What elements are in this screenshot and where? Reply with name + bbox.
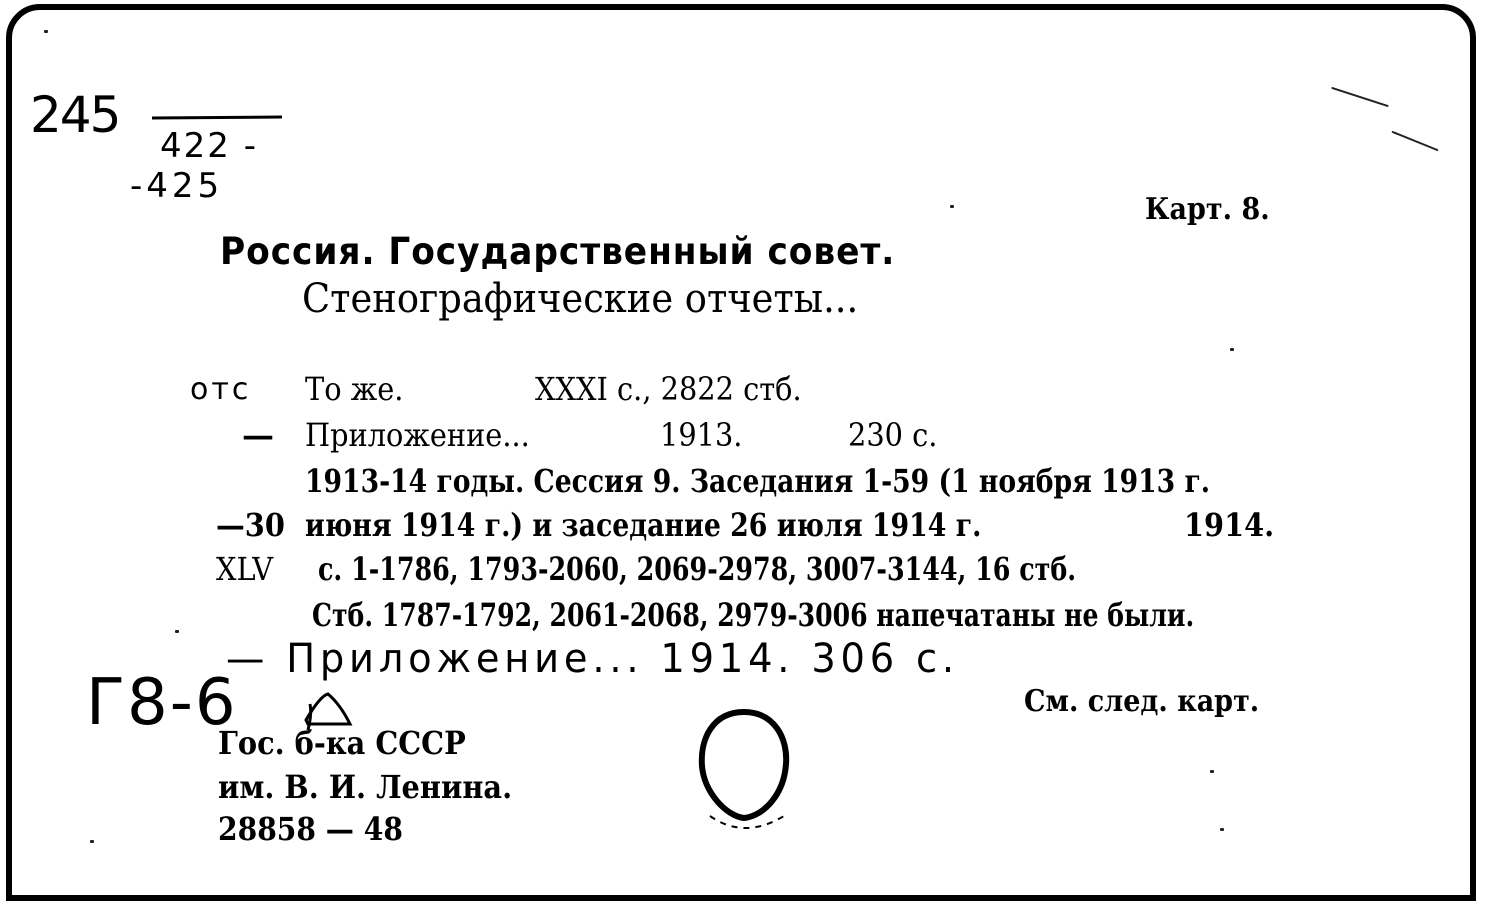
shelfmark-lower: -425 xyxy=(130,166,224,206)
date-start: —30 xyxy=(216,506,285,544)
library-dedication: им. В. И. Ленина. xyxy=(218,768,513,806)
card-number: Карт. 8. xyxy=(1145,192,1270,227)
volume-number: XLV xyxy=(216,550,274,588)
speck xyxy=(1220,828,1224,831)
speck xyxy=(950,205,954,208)
dates-line: июня 1914 г.) и заседание 26 июля 1914 г. xyxy=(305,506,982,544)
publication-year: 1914. xyxy=(1184,506,1275,544)
handwritten-code: Г8-6 xyxy=(86,666,238,740)
shelfmark-fraction-line xyxy=(152,115,287,121)
note-line: Стб. 1787-1792, 2061-2068, 2979-3006 напечатаны не были. xyxy=(312,596,1195,634)
speck xyxy=(44,30,48,33)
handwritten-note: отс xyxy=(190,372,252,407)
session-line: 1913-14 годы. Сессия 9. Заседания 1-59 (1 ноября 1913 г. xyxy=(305,462,1211,500)
appendix-label: Приложение... xyxy=(305,416,530,454)
volume-line1: XXXI с., 2822 стб. xyxy=(535,370,802,408)
shelfmark-main: 245 xyxy=(30,86,120,144)
shelfmark-upper: 422 - xyxy=(160,126,258,166)
speck xyxy=(175,630,179,633)
print-number: 28858 — 48 xyxy=(218,810,403,848)
speck xyxy=(1230,348,1234,351)
appendix-pages: 230 с. xyxy=(848,416,938,454)
library-name: Гос. б-ка СССР xyxy=(218,724,466,762)
entry-dash: — xyxy=(242,416,274,454)
see-next-card: См. след. карт. xyxy=(1024,684,1260,719)
speck xyxy=(90,840,94,843)
speck xyxy=(1210,770,1214,773)
handwritten-appendix: — Приложение... 1914. 306 с. xyxy=(226,636,959,682)
punch-hole-outline xyxy=(692,704,802,844)
appendix-year: 1913. xyxy=(660,416,743,454)
same-label: То же. xyxy=(305,370,404,408)
heading-title: Стенографические отчеты... xyxy=(302,276,859,322)
pagination-line: с. 1-1786, 1793-2060, 2069-2978, 3007-3144, 16 стб. xyxy=(318,550,1077,588)
heading-author: Россия. Государственный совет. xyxy=(220,230,896,273)
